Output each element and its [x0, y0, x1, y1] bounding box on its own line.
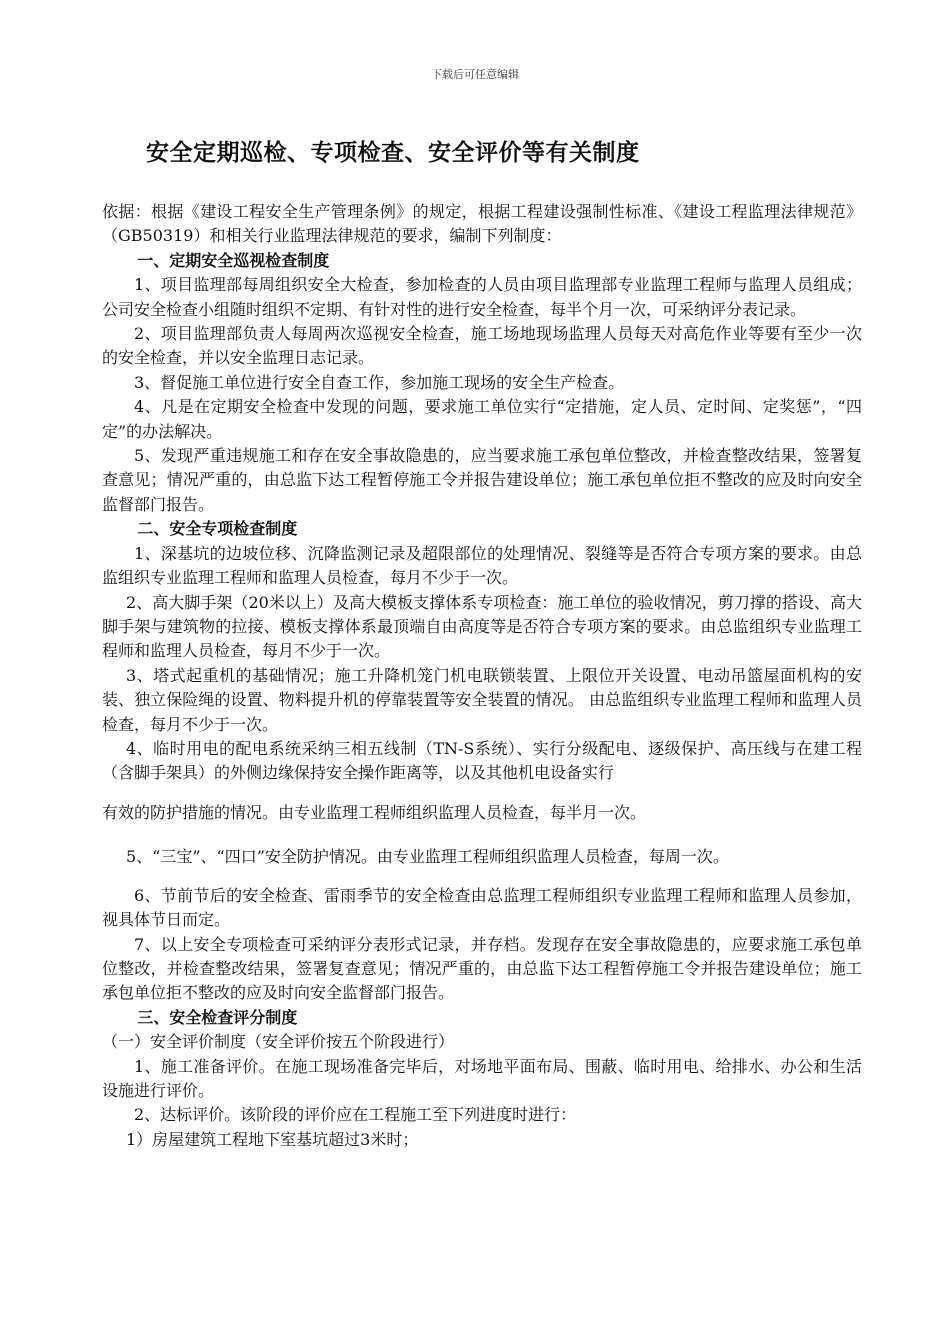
paragraph: 1、深基坑的边坡位移、沉降监测记录及超限部位的处理情况、裂缝等是否符合专项方案的要求。由总监组织专业监理工程师和监理人员检查，每月不少于一次。 [102, 543, 862, 588]
section-heading-2: 二、安全专项检查制度 [137, 519, 298, 539]
document-body [102, 200, 862, 1152]
paragraph: 有效的防护措施的情况。由专业监理工程师组织监理人员检查，每半月一次。 [102, 802, 647, 822]
section-heading-3: 三、安全检查评分制度 [137, 1007, 298, 1027]
paragraph: 5、“三宝”、“四口”安全防护情况。由专业监理工程师组织监理人员检查，每周一次。 [126, 846, 729, 866]
paragraph: 2、达标评价。该阶段的评价应在工程施工至下列进度时进行： [134, 1105, 577, 1125]
paragraph: 1、项目监理部每周组织安全大检查，参加检查的人员由项目监理部专业监理工程师与监理人员组成；公司安全检查小组随时组织不定期、有针对性的进行安全检查，每半个月一次，可采纳评分表记录。 [102, 275, 862, 319]
page-header-note: 下载后可任意编辑 [431, 68, 519, 81]
document-title: 安全定期巡检、专项检查、安全评价等有关制度 [146, 139, 640, 166]
paragraph: 1、施工准备评价。在施工现场准备完毕后，对场地平面布局、围蔽、临时用电、给排水、办公和生活设施进行评价。 [102, 1056, 862, 1100]
subsection-heading: （一）安全评价制度（安全评价按五个阶段进行） [102, 1032, 455, 1052]
paragraph: 4、临时用电的配电系统采纳三相五线制（TN-S系统）、实行分级配电、逐级保护、高压线与在建工程（含脚手架具）的外侧边缘保持安全操作距离等，以及其他机电设备实行 [102, 738, 862, 783]
paragraph: 2、高大脚手架（20米以上）及高大模板支撑体系专项检查：施工单位的验收情况，剪刀撑的搭设、高大脚手架与建筑物的拉接、模板支撑体系最顶端自由高度等是否符合专项方案的要求。由总监组织专业监理工程师和监理人员检查，每月不少于一次。 [102, 592, 862, 661]
paragraph: 5、发现严重违规施工和存在安全事故隐患的，应当要求施工承包单位整改，并检查整改结果，签署复查意见；情况严重的，由总监下达工程暂停施工令并报告建设单位；施工承包单位拒不整改的应及时向安全监督部门报告。 [102, 446, 862, 514]
section-heading-1: 一、定期安全巡视检查制度 [137, 250, 330, 270]
paragraph: 3、督促施工单位进行安全自查工作，参加施工现场的安全生产检查。 [134, 372, 625, 392]
paragraph: 2、项目监理部负责人每周两次巡视安全检查，施工场地现场监理人员每天对高危作业等要有至少一次的安全检查，并以安全监理日志记录。 [102, 324, 862, 368]
paragraph: 4、凡是在定期安全检查中发现的问题，要求施工单位实行“定措施，定人员、定时间、定奖惩”，“四定”的办法解决。 [102, 397, 862, 441]
paragraph: 3、塔式起重机的基础情况；施工升降机笼门机电联锁装置、上限位开关设置、电动吊篮屋面机构的安装、独立保险绳的设置、物料提升机的停靠装置等安全装置的情况。 由总监组织专业监理工程师和监理人员检查，每月不少于一次。 [102, 665, 862, 734]
paragraph: 7、以上安全专项检查可采纳评分表形式记录，并存档。发现存在安全事故隐患的，应要求施工承包单位整改，并检查整改结果，签署复查意见；情况严重的，由总监下达工程暂停施工令并报告建设单位；施工承包单位拒不整改的应及时向安全监督部门报告。 [102, 934, 862, 1003]
paragraph: 1）房屋建筑工程地下室基坑超过3米时； [126, 1129, 419, 1149]
paragraph: 6、节前节后的安全检查、雷雨季节的安全检查由总监理工程师组织专业监理工程师和监理人员参加，视具体节日而定。 [102, 885, 862, 930]
basis-paragraph: 依据：根据《建设工程安全生产管理条例》的规定，根据工程建设强制性标准、《建设工程监理法律规范》（GB50319）和相关行业监理法律规范的要求，编制下列制度： [102, 202, 862, 246]
